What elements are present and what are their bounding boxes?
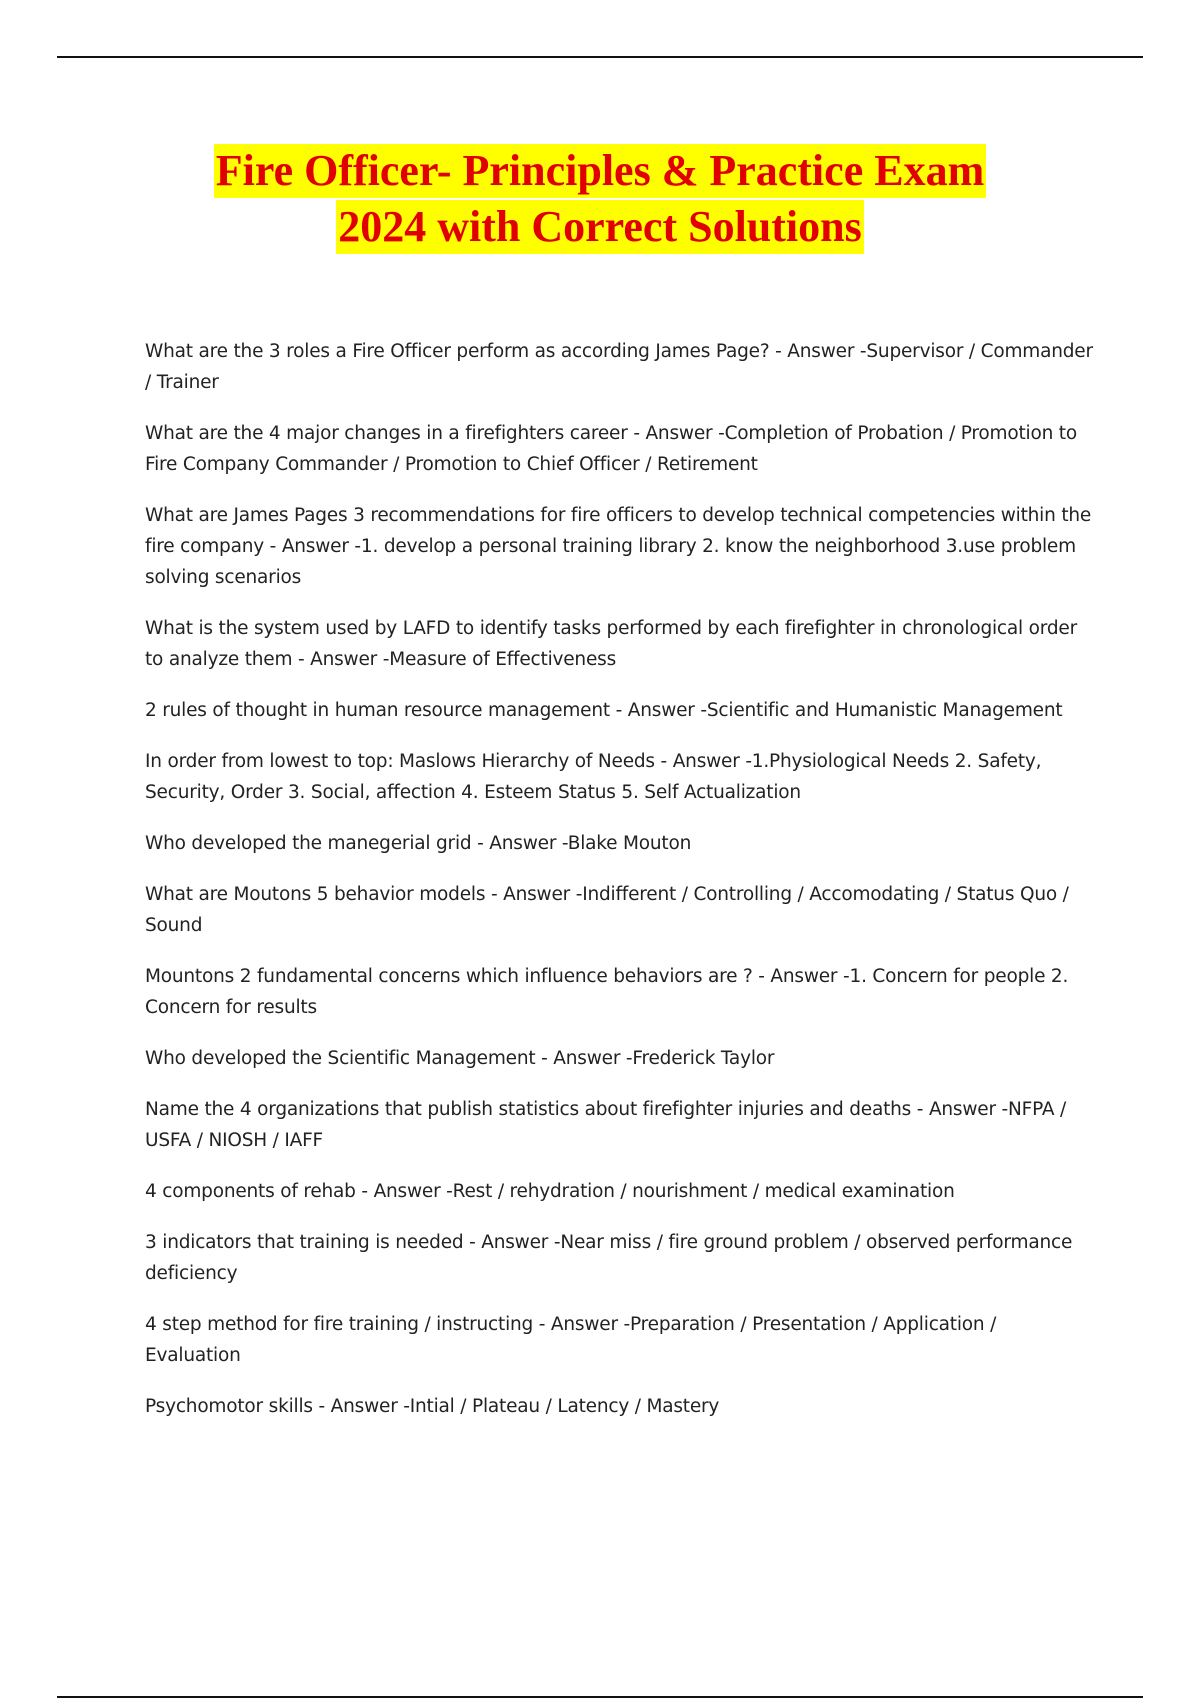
qa-item: Psychomotor skills - Answer -Intial / Plateau / Latency / Mastery [145, 1396, 720, 1417]
qa-item: Who developed the Scientific Management - Answer -Frederick Taylor [145, 1048, 775, 1069]
qa-item: 4 components of rehab - Answer -Rest / rehydration / nourishment / medical examination [145, 1181, 955, 1202]
qa-item: In order from lowest to top: Maslows Hierarchy of Needs - Answer -1.Physiological Needs 2. Safety, Security, Order 3. Social, affection 4. Esteem Status 5. Self Actualization [145, 751, 1042, 803]
qa-item: What are the 4 major changes in a firefighters career - Answer -Completion of Probation / Promotion to Fire Company Commander / Promotion to Chief Officer / Retirement [145, 423, 1077, 475]
qa-item: 3 indicators that training is needed - Answer -Near miss / fire ground problem / observed performance deficiency [145, 1232, 1073, 1284]
qa-item: What are the 3 roles a Fire Officer perform as according James Page? - Answer -Supervisor / Commander / Trainer [145, 341, 1093, 393]
qa-item: 2 rules of thought in human resource management - Answer -Scientific and Humanistic Management [145, 700, 1063, 721]
qa-item: What is the system used by LAFD to identify tasks performed by each firefighter in chronological order to analyze them - Answer -Measure of Effectiveness [145, 618, 1077, 670]
qa-list [145, 336, 1095, 1442]
qa-item: Name the 4 organizations that publish statistics about firefighter injuries and deaths - Answer -NFPA / USFA / NIOSH / IAFF [145, 1099, 1067, 1151]
qa-item: What are Moutons 5 behavior models - Answer -Indifferent / Controlling / Accomodating / Status Quo / Sound [145, 884, 1069, 936]
document-title [0, 144, 1200, 256]
title-line-2: 2024 with Correct Solutions [336, 200, 864, 254]
title-line-1: Fire Officer- Principles & Practice Exam [214, 144, 986, 198]
qa-item: Who developed the manegerial grid - Answer -Blake Mouton [145, 833, 692, 854]
qa-item: Mountons 2 fundamental concerns which influence behaviors are ? - Answer -1. Concern for people 2. Concern for results [145, 966, 1069, 1018]
top-divider [57, 56, 1143, 58]
qa-item: 4 step method for fire training / instructing - Answer -Preparation / Presentation / Application / Evaluation [145, 1314, 997, 1366]
qa-item: What are James Pages 3 recommendations for fire officers to develop technical competencies within the fire company - Answer -1. develop a personal training library 2. know the neighborhood 3.use problem solving scenarios [145, 505, 1092, 588]
bottom-divider [57, 1696, 1143, 1698]
